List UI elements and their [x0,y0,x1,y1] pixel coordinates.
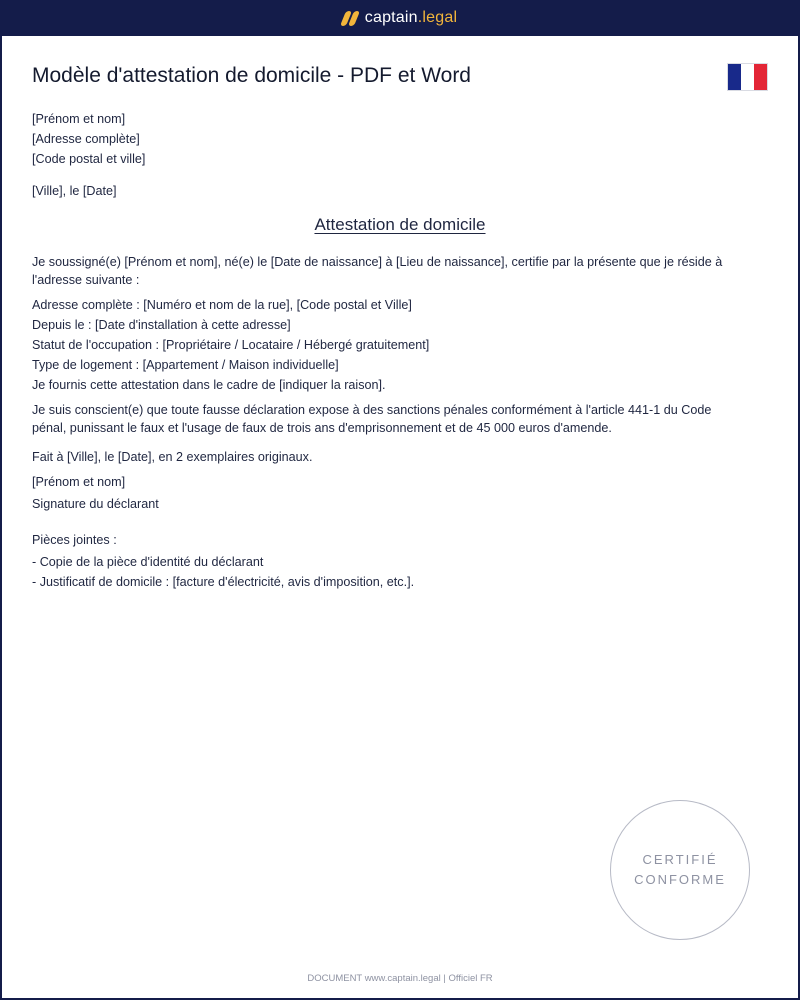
france-flag-icon [728,64,767,90]
attachment-item: - Copie de la pièce d'identité du déclarant [32,555,264,569]
warning-paragraph: Je suis conscient(e) que toute fausse déclaration expose à des sanctions pénales conformément à l'article 441-1 du Code pénal, punissant le faux et l'usage de faux de trois ans d'emprisonnement et de 45 000 euros d'amende. [32,403,712,435]
footer-text: DOCUMENT www.captain.legal | Officiel FR [307,973,493,984]
attachments-title: Pièces jointes : [32,533,117,547]
sender-name: [Prénom et nom] [32,112,126,126]
signature-label: Signature du déclarant [32,497,159,511]
page-title: Modèle d'attestation de domicile - PDF et Word [32,64,471,87]
brand-logo[interactable] [343,9,457,27]
detail-reason: Je fournis cette attestation dans le cadre de [indiquer la raison]. [32,378,386,392]
intro-paragraph: Je soussigné(e) [Prénom et nom], né(e) le [Date de naissance] à [Lieu de naissance], certifie par la présente que je réside à l'adresse suivante : [32,255,723,287]
detail-housing-type: Type de logement : [Appartement / Maison individuelle] [32,358,339,372]
certified-stamp [610,800,750,940]
brand-suffix: .legal [417,9,458,26]
signatory-name: [Prénom et nom] [32,475,126,489]
detail-address: Adresse complète : [Numéro et nom de la rue], [Code postal et Ville] [32,298,412,312]
sender-city: [Code postal et ville] [32,152,146,166]
sender-address: [Adresse complète] [32,132,140,146]
top-bar [0,0,800,36]
stamp-line-2: CONFORME [634,872,726,887]
document-heading: Attestation de domicile [314,215,486,234]
brand-prefix: captain [364,9,418,26]
place-date: [Ville], le [Date] [32,184,117,198]
done-at: Fait à [Ville], le [Date], en 2 exemplaires originaux. [32,450,313,464]
captain-logo-icon [343,11,357,26]
attachment-item: - Justificatif de domicile : [facture d'électricité, avis d'imposition, etc.]. [32,575,415,589]
detail-since: Depuis le : [Date d'installation à cette adresse] [32,318,291,332]
brand-name [365,9,457,27]
stamp-line-1: CERTIFIÉ [642,852,718,867]
detail-occupation-status: Statut de l'occupation : [Propriétaire / Locataire / Hébergé gratuitement] [32,338,430,352]
